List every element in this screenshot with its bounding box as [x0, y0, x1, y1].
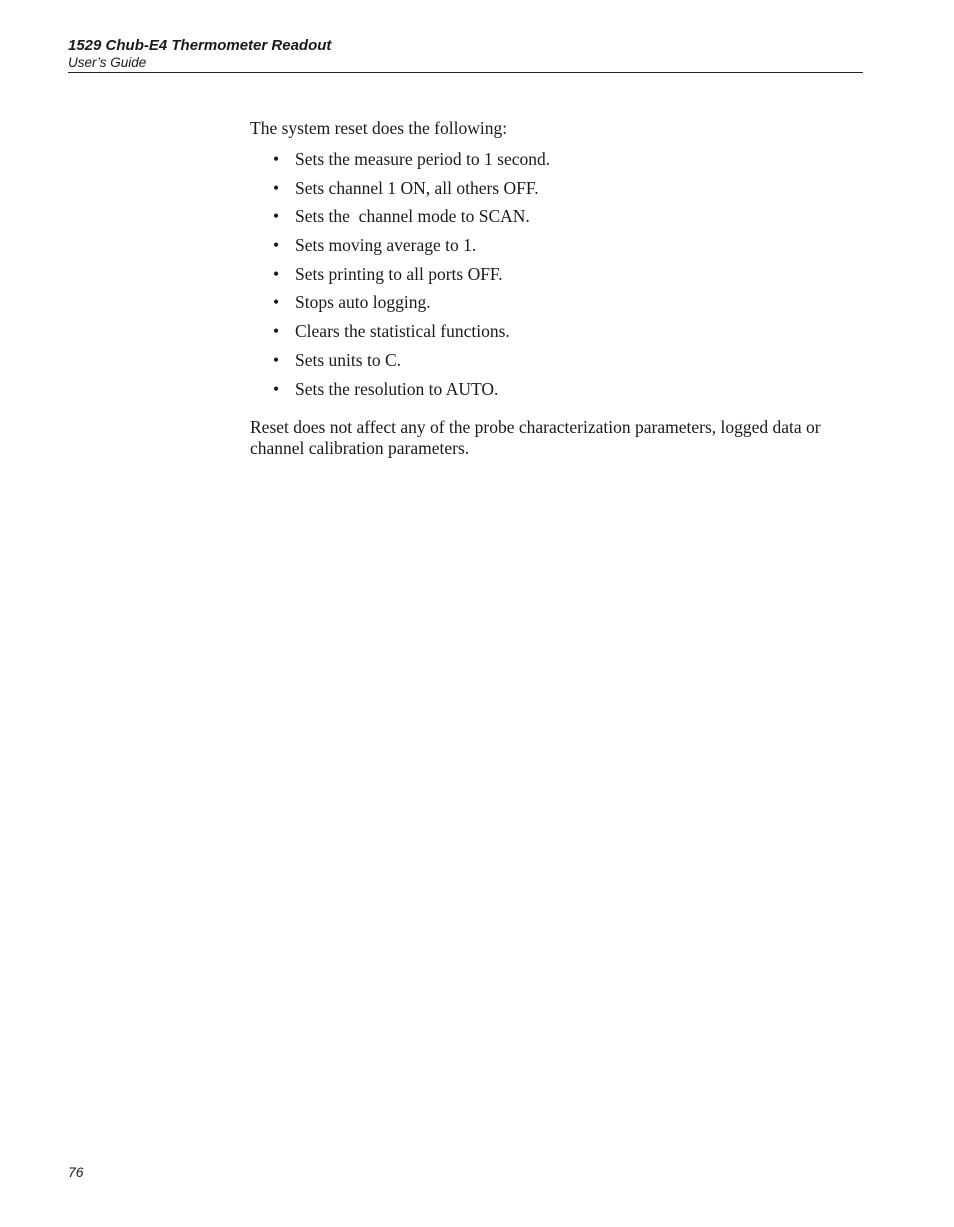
list-item-text: Sets channel 1 ON, all others OFF.: [295, 177, 539, 198]
bullet-icon: •: [273, 378, 280, 399]
list-item: [250, 235, 860, 264]
list-item: [250, 264, 860, 293]
intro-paragraph: The system reset does the following:: [250, 118, 508, 138]
bullet-icon: •: [273, 321, 280, 342]
list-item: [250, 149, 860, 178]
list-item: [250, 379, 860, 408]
closing-paragraph: Reset does not affect any of the probe characterization parameters, logged data or channel calibration parameters.: [250, 417, 821, 459]
bullet-icon: •: [273, 177, 280, 198]
bullet-icon: •: [273, 149, 280, 169]
bullet-icon: •: [273, 349, 280, 370]
bullet-icon: •: [273, 206, 280, 227]
document-subtitle: User’s Guide: [68, 55, 147, 70]
page-number: 76: [68, 1164, 84, 1180]
bullet-icon: •: [273, 263, 280, 284]
list-item-text: Sets the channel mode to SCAN.: [295, 206, 530, 227]
list-item-text: Sets the resolution to AUTO.: [295, 378, 499, 399]
list-item-text: Stops auto logging.: [295, 292, 431, 313]
bullet-icon: •: [273, 235, 280, 256]
list-item: [250, 321, 860, 350]
list-item: [250, 178, 860, 207]
list-item-text: Clears the statistical functions.: [295, 321, 510, 342]
list-item-text: Sets the measure period to 1 second.: [295, 149, 551, 169]
running-header: [68, 37, 863, 73]
reset-actions-list: [250, 149, 860, 407]
list-item-text: Sets moving average to 1.: [295, 235, 477, 256]
list-item-text: Sets units to C.: [295, 349, 401, 370]
list-item: [250, 206, 860, 235]
bullet-icon: •: [273, 292, 280, 313]
document-title: 1529 Chub-E4 Thermometer Readout: [68, 37, 332, 54]
main-content: [250, 118, 860, 459]
list-item: [250, 292, 860, 321]
list-item-text: Sets printing to all ports OFF.: [295, 263, 503, 284]
list-item: [250, 350, 860, 379]
